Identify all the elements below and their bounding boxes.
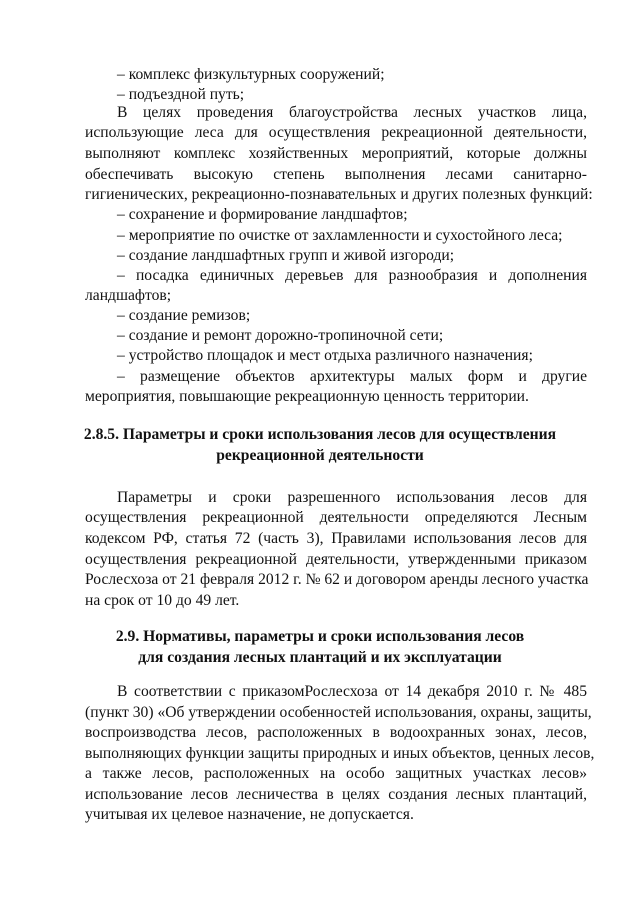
paragraph-line: Рослесхоза от 21 февраля 2012 г. № 62 и договором аренды лесного участка — [85, 571, 589, 588]
paragraph-line: Параметры и сроки разрешенного использования лесов для — [117, 489, 587, 506]
list-item: – посадка единичных деревьев для разнообразия и дополнения — [117, 267, 587, 284]
paragraph-line: осуществления рекреационной деятельности определяются Лесным — [85, 509, 587, 526]
list-item: – создание ремизов; — [117, 307, 251, 324]
paragraph-line: учитывая их целевое назначение, не допускается. — [85, 806, 414, 823]
list-item: – комплекс физкультурных сооружений; — [117, 66, 385, 83]
paragraph-line: В целях проведения благоустройства лесных участков лица, — [117, 104, 587, 121]
list-item: – создание и ремонт дорожно-тропиночной сети; — [117, 327, 444, 344]
list-item: – сохранение и формирование ландшафтов; — [117, 206, 408, 223]
paragraph-line: а также лесов, расположенных на особо защитных участках лесов» — [85, 765, 587, 782]
list-item: – создание ландшафтных групп и живой изгороди; — [117, 247, 455, 264]
list-item: мероприятия, повышающие рекреационную ценность территории. — [85, 388, 529, 405]
paragraph-line: воспроизводства лесов, расположенных в водоохранных зонах, лесов, — [85, 724, 587, 741]
section-heading: для создания лесных плантаций и их эксплуатации — [138, 649, 502, 666]
list-item: ландшафтов; — [85, 287, 172, 304]
paragraph-line: кодексом РФ, статья 72 (часть 3), Правилами использования лесов для — [85, 530, 587, 547]
paragraph-line: осуществления рекреационной деятельности, утвержденными приказом — [85, 551, 587, 568]
paragraph-line: использующие леса для осуществления рекреационной деятельности, — [85, 124, 587, 141]
paragraph-line: (пункт 30) «Об утверждении особенностей использования, охраны, защиты, — [85, 704, 592, 721]
section-heading: 2.9. Нормативы, параметры и сроки использования лесов — [115, 628, 525, 645]
list-item: – устройство площадок и мест отдыха различного назначения; — [117, 347, 533, 364]
paragraph-line: использование лесов лесничества в целях создания лесных плантаций, — [85, 786, 587, 803]
paragraph-line: на срок от 10 до 49 лет. — [85, 592, 240, 609]
paragraph-line: обеспечивать высокую степень выполнения лесами санитарно- — [85, 166, 587, 183]
list-item: – подъездной путь; — [117, 86, 245, 103]
list-item: – мероприятие по очистке от захламленности и сухостойного леса; — [117, 227, 563, 244]
section-heading: 2.8.5. Параметры и сроки использования лесов для осуществления — [83, 426, 557, 443]
paragraph-line: выполняют комплекс хозяйственных мероприятий, которые должны — [85, 145, 587, 162]
paragraph-line: В соответствии с приказомРослесхоза от 14 декабря 2010 г. № 485 — [117, 683, 587, 700]
paragraph-line: выполняющих функции защиты природных и иных объектов, ценных лесов, — [85, 745, 595, 762]
paragraph-line: гигиенических, рекреационно-познавательных и других полезных функций: — [85, 186, 593, 203]
list-item: – размещение объектов архитектуры малых форм и другие — [117, 368, 587, 385]
section-heading: рекреационной деятельности — [216, 447, 424, 464]
